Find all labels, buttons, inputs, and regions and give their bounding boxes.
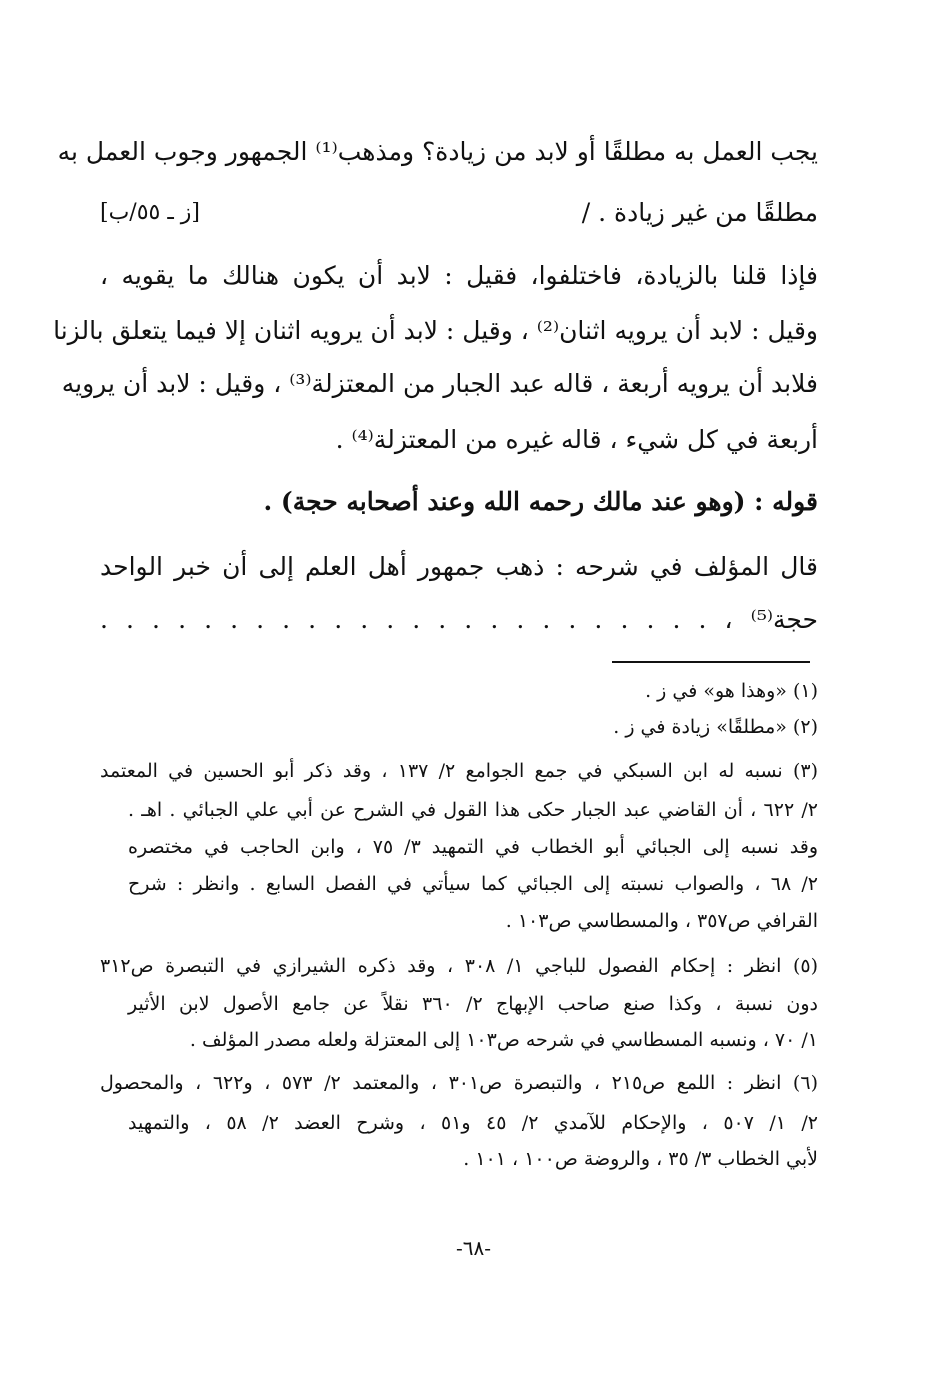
- footnote-line-10: ١/ ٧٠ ، ونسبه المسطاسي في شرحه ص١٠٣ إلى المعتزلة ولعله مصدر المؤلف .: [189, 1029, 818, 1051]
- main-line-6: أربعة في كل شيء ، قاله غيره من المعتزلة⁽⁴⁾ .: [335, 425, 818, 454]
- footnote-separator: [612, 661, 810, 663]
- footnote-line-9: دون نسبة ، وكذا صنع صاحب الإبهاج ٢/ ٣٦٠ نقلاً عن جامع الأصول لابن الأثير: [128, 993, 818, 1015]
- footnote-line-4: ٢/ ٦٢٢ ، أن القاضي عبد الجبار حكى هذا القول في الشرح عن أبي علي الجبائي . اهـ .: [128, 799, 818, 821]
- footnote-line-12: ٢/ ١/ ٥٠٧ ، والإحكام للآمدي ٢/ ٤٥ و٥١ ، وشرح العضد ٢/ ٥٨ ، والتمهيد: [128, 1112, 818, 1134]
- footnote-line-3: (٣) نسبه له ابن السبكي في جمع الجوامع ٢/ ١٣٧ ، وقد ذكر أبو الحسين في المعتمد: [100, 760, 818, 782]
- main-line-2: مطلقًا من غير زيادة . /: [581, 198, 818, 227]
- footnote-line-7: القرافي ص٣٥٧ ، والمسطاسي ص١٠٣ .: [505, 910, 818, 932]
- main-line-8: قال المؤلف في شرحه : ذهب جمهور أهل العلم إلى أن خبر الواحد: [100, 552, 818, 581]
- main-line-5: فلابد أن يرويه أربعة ، قاله عبد الجبار من المعتزلة⁽³⁾ ، وقيل : لابد أن يرويه: [61, 369, 818, 398]
- footnote-line-11: (٦) انظر : اللمع ص٢١٥ ، والتبصرة ص٣٠١ ، والمعتمد ٢/ ٥٧٣ ، و٦٢٢ ، والمحصول: [100, 1072, 818, 1094]
- footnote-line-1: (١) «وهذا هو» في ز .: [645, 680, 818, 702]
- footnote-line-6: ٢/ ٦٨ ، والصواب نسبته إلى الجبائي كما سيأتي في الفصل السابع . وانظر : شرح: [128, 873, 819, 895]
- footnote-line-8: (٥) انظر : إحكام الفصول للباجي ١/ ٣٠٨ ، وقد ذكره الشيرازي في التبصرة ص٣١٢: [100, 955, 819, 977]
- main-line-9: حجة⁽⁵⁾ ، . . . . . . . . . . . . . . . . . . . . . . . .: [100, 605, 818, 634]
- footnote-line-2: (٢) «مطلقًا» زيادة في ز .: [613, 716, 818, 738]
- footnote-line-5: وقد نسبه إلى الجبائي أبو الخطاب في التمهيد ٣/ ٧٥ ، وابن الحاجب في مختصره: [128, 836, 818, 858]
- main-line-4: وقيل : لابد أن يرويه اثنان⁽²⁾ ، وقيل : لابد أن يرويه اثنان إلا فيما يتعلق بالزنا: [53, 316, 818, 345]
- main-line-1: يجب العمل به مطلقًا أو لابد من زيادة؟ ومذهب⁽¹⁾ الجمهور وجوب العمل به: [57, 137, 818, 166]
- main-line-7: قوله : (وهو عند مالك رحمه الله وعند أصحابه حجة) .: [263, 487, 818, 516]
- page-number: -٦٨-: [455, 1236, 491, 1260]
- footnote-line-13: لأبي الخطاب ٣/ ٣٥ ، والروضة ص١٠٠ ، ١٠١ .: [463, 1148, 818, 1170]
- margin-note: [ز ـ ٥٥/ب]: [100, 200, 200, 225]
- main-line-3: فإذا قلنا بالزيادة، فاختلفوا، فقيل : لابد أن يكون هنالك ما يقويه ،: [100, 261, 818, 290]
